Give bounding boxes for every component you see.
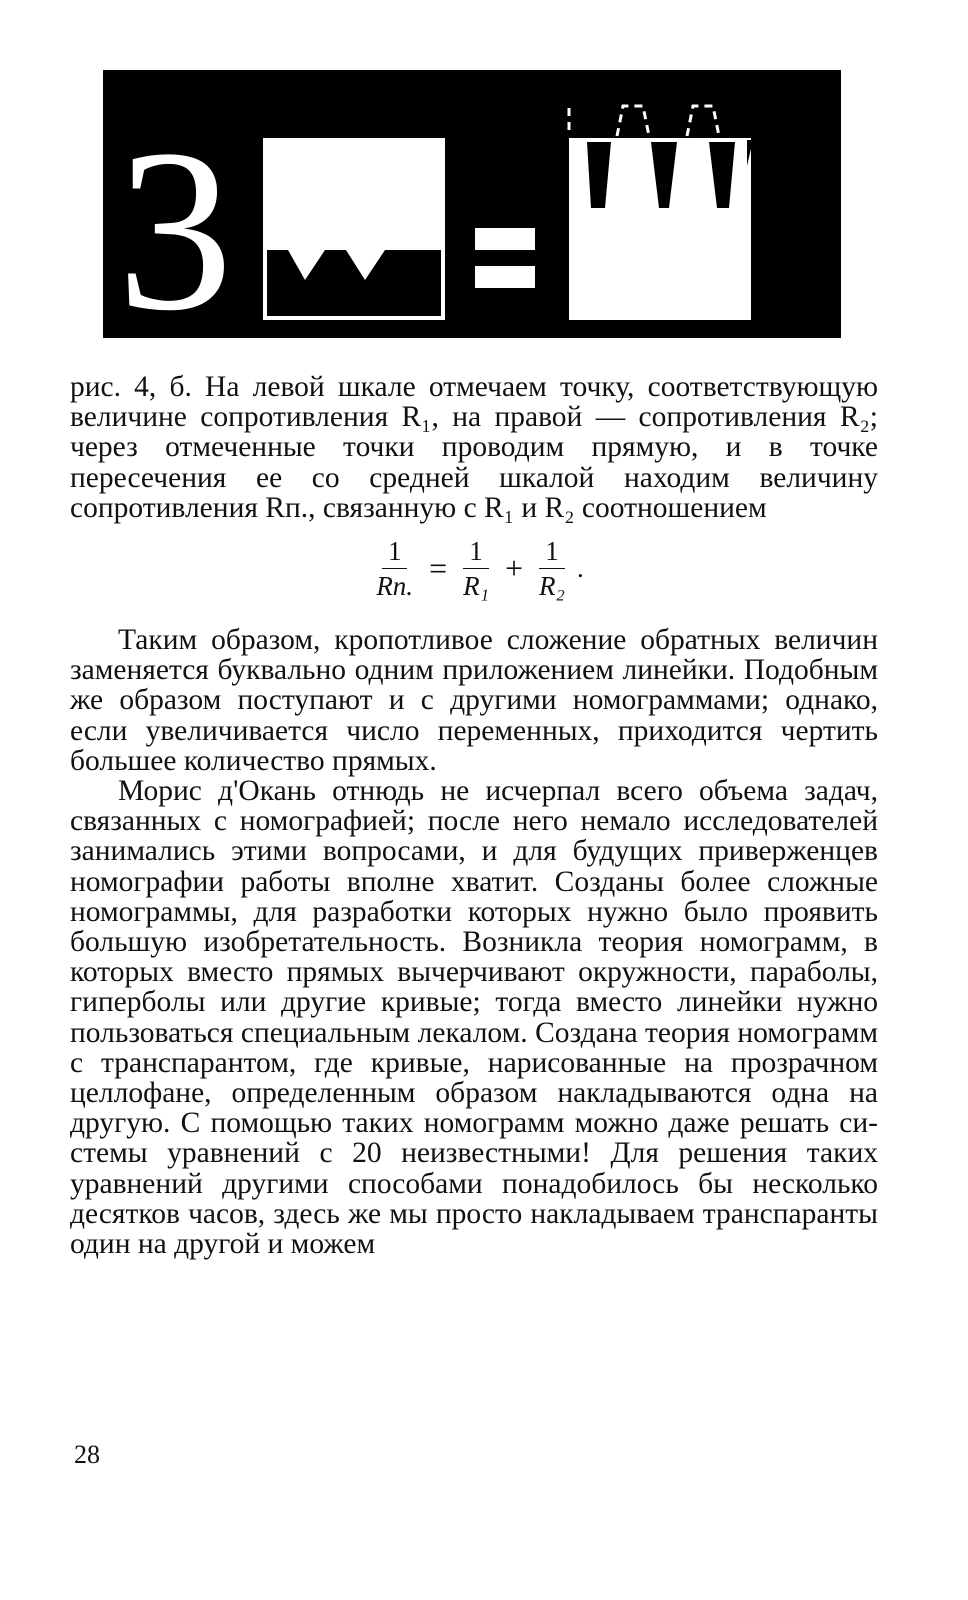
- paragraph-1: рис. 4, б. На левой шкале отмечаем точку, соответствующую величине сопротивления R₁, на правой — сопротивления R₂; через отмеченные точки проводим прямую, и в точке пересечения ее со средней шкалой находим величину сопротивления Rп., связанную с R₁ и R₂ соотношением: [70, 371, 878, 524]
- formula-fraction-left: [370, 536, 419, 601]
- equals-sign: =: [429, 549, 448, 586]
- formula-fraction-mid: [457, 536, 495, 601]
- equals-bar-bottom: [475, 266, 535, 288]
- numerator: 1: [382, 536, 408, 569]
- numerator: 1: [463, 536, 489, 569]
- chapter-banner: [103, 70, 841, 338]
- equals-bar-top: [475, 228, 535, 250]
- denominator-r1: R₁: [463, 570, 489, 601]
- denominator-r2: R₂: [539, 570, 565, 601]
- formula: [70, 525, 878, 611]
- body-text: [70, 372, 878, 1259]
- right-box-dashed-outline: [569, 106, 719, 136]
- formula-fraction-right: [533, 536, 571, 601]
- chapter-digit: 3: [117, 102, 233, 338]
- plus-sign: +: [505, 549, 524, 586]
- denominator-rp: Rп.: [376, 570, 414, 601]
- right-box-left-wall: [573, 142, 587, 210]
- paragraph-2: Таким образом, кропотливое сложение обратных величин заменяется буквально одним приложением линейки. Подобным же образом поступают и с другими номограммами; однако, если увеличивается число переменных, приходится чертить большее количество прямых.: [70, 624, 878, 777]
- paragraph-3: Морис д'Окань отнюдь не исчерпал всего объема задач, связанных с номографией; после него немало исследователей занимались этими вопросами, и для будущих приверженцев номографии работы вполне хватит. Созданы более сложные номограммы, для разработки которых нужно было проявить большую изобретательность. Возникла теория номограмм, в которых вместо прямых вычерчивают окружности, параболы, гиперболы или другие кривые; тогда вместо линейки нужно пользоваться специальным лекалом. Создана теория номограмм с транспарантом, где кривые, нарисованные на прозрачном целлофане, определенным образом накладываются одна на другую. С помощью таких номограмм можно даже решать системы уравнений с 20 неизвестными! Для решения таких уравнений другими способами понадобилось бы несколько десятков часов, здесь же мы просто накладываем транспаранты один на другой и можем: [70, 775, 878, 1261]
- banner-illustration: [103, 70, 841, 338]
- page-number: 28: [74, 1440, 100, 1469]
- numerator: 1: [539, 536, 565, 569]
- formula-end: .: [576, 552, 584, 583]
